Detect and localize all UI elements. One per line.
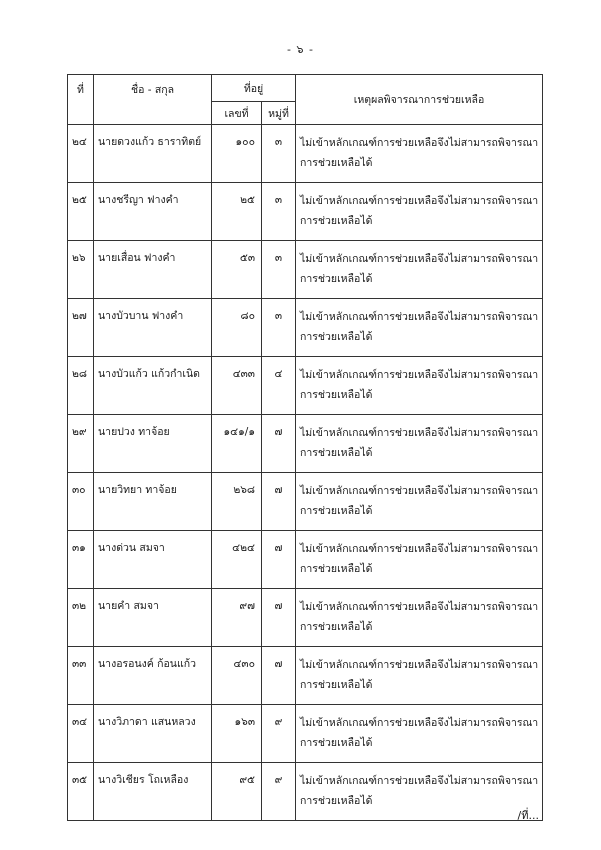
- table-row: [68, 415, 543, 473]
- row-moo: ๗: [262, 589, 296, 647]
- row-number: ๓๒: [68, 589, 94, 647]
- row-house-no: ๕๓: [212, 241, 262, 299]
- row-name: นางอรอนงค์ ก้อนแก้ว: [94, 647, 212, 705]
- header-no: ที่: [68, 75, 94, 125]
- row-number: ๓๑: [68, 531, 94, 589]
- row-reason: ไม่เข้าหลักเกณฑ์การช่วยเหลือจึงไม่สามารถพิจารณาการช่วยเหลือได้: [296, 299, 543, 357]
- header-name: ชื่อ - สกุล: [94, 75, 212, 125]
- row-moo: ๙: [262, 763, 296, 821]
- row-reason: ไม่เข้าหลักเกณฑ์การช่วยเหลือจึงไม่สามารถพิจารณาการช่วยเหลือได้: [296, 647, 543, 705]
- page-number: - ๖ -: [287, 43, 314, 56]
- table-header-row: [68, 75, 543, 102]
- row-moo: ๗: [262, 647, 296, 705]
- table-row: [68, 241, 543, 299]
- row-house-no: ๙๕: [212, 763, 262, 821]
- row-moo: ๙: [262, 705, 296, 763]
- row-number: ๒๔: [68, 125, 94, 183]
- table-row: [68, 299, 543, 357]
- table-row: [68, 763, 543, 821]
- table-row: [68, 183, 543, 241]
- row-name: นายเสื่อน ฟางคำ: [94, 241, 212, 299]
- table-row: [68, 589, 543, 647]
- row-reason: ไม่เข้าหลักเกณฑ์การช่วยเหลือจึงไม่สามารถพิจารณาการช่วยเหลือได้: [296, 763, 543, 821]
- row-number: ๒๘: [68, 357, 94, 415]
- row-number: ๒๙: [68, 415, 94, 473]
- row-name: นางบัวบาน ฟางคำ: [94, 299, 212, 357]
- row-house-no: ๑๐๐: [212, 125, 262, 183]
- row-name: นายปวง ทาจ้อย: [94, 415, 212, 473]
- row-number: ๒๖: [68, 241, 94, 299]
- row-reason: ไม่เข้าหลักเกณฑ์การช่วยเหลือจึงไม่สามารถพิจารณาการช่วยเหลือได้: [296, 357, 543, 415]
- row-house-no: ๑๔๑/๑: [212, 415, 262, 473]
- row-name: นางวิภาดา แสนหลวง: [94, 705, 212, 763]
- row-name: นางบัวแก้ว แก้วกำเนิด: [94, 357, 212, 415]
- row-moo: ๔: [262, 357, 296, 415]
- row-number: ๒๗: [68, 299, 94, 357]
- row-reason: ไม่เข้าหลักเกณฑ์การช่วยเหลือจึงไม่สามารถพิจารณาการช่วยเหลือได้: [296, 125, 543, 183]
- row-house-no: ๔๓๐: [212, 647, 262, 705]
- row-reason: ไม่เข้าหลักเกณฑ์การช่วยเหลือจึงไม่สามารถพิจารณาการช่วยเหลือได้: [296, 705, 543, 763]
- row-name: นายวิทยา ทาจ้อย: [94, 473, 212, 531]
- row-moo: ๓: [262, 299, 296, 357]
- table-row: [68, 473, 543, 531]
- row-house-no: ๙๗: [212, 589, 262, 647]
- row-reason: ไม่เข้าหลักเกณฑ์การช่วยเหลือจึงไม่สามารถพิจารณาการช่วยเหลือได้: [296, 531, 543, 589]
- row-house-no: ๒๖๘: [212, 473, 262, 531]
- row-reason: ไม่เข้าหลักเกณฑ์การช่วยเหลือจึงไม่สามารถพิจารณาการช่วยเหลือได้: [296, 183, 543, 241]
- table-row: [68, 125, 543, 183]
- row-number: ๓๔: [68, 705, 94, 763]
- row-name: นายคำ สมจา: [94, 589, 212, 647]
- header-reason: เหตุผลพิจารณาการช่วยเหลือ: [296, 75, 543, 125]
- header-house-no: เลขที่: [212, 102, 262, 125]
- row-number: ๓๕: [68, 763, 94, 821]
- continuation-marker: /ที่...: [517, 809, 539, 822]
- row-name: นายดวงแก้ว ธาราทิตย์: [94, 125, 212, 183]
- table-row: [68, 705, 543, 763]
- row-number: ๒๕: [68, 183, 94, 241]
- row-number: ๓๓: [68, 647, 94, 705]
- row-moo: ๓: [262, 241, 296, 299]
- header-moo: หมู่ที่: [262, 102, 296, 125]
- row-moo: ๗: [262, 531, 296, 589]
- row-reason: ไม่เข้าหลักเกณฑ์การช่วยเหลือจึงไม่สามารถพิจารณาการช่วยเหลือได้: [296, 473, 543, 531]
- row-moo: ๓: [262, 125, 296, 183]
- row-name: นางวิเชียร โถเหลือง: [94, 763, 212, 821]
- table-row: [68, 647, 543, 705]
- row-moo: ๗: [262, 415, 296, 473]
- row-name: นางชรีญา ฟางคำ: [94, 183, 212, 241]
- assistance-table: [67, 74, 543, 821]
- row-reason: ไม่เข้าหลักเกณฑ์การช่วยเหลือจึงไม่สามารถพิจารณาการช่วยเหลือได้: [296, 589, 543, 647]
- row-reason: ไม่เข้าหลักเกณฑ์การช่วยเหลือจึงไม่สามารถพิจารณาการช่วยเหลือได้: [296, 241, 543, 299]
- row-house-no: ๘๐: [212, 299, 262, 357]
- row-moo: ๗: [262, 473, 296, 531]
- row-house-no: ๒๕: [212, 183, 262, 241]
- row-house-no: ๔๒๔: [212, 531, 262, 589]
- row-number: ๓๐: [68, 473, 94, 531]
- row-house-no: ๔๓๓: [212, 357, 262, 415]
- header-address: ที่อยู่: [212, 75, 296, 102]
- row-reason: ไม่เข้าหลักเกณฑ์การช่วยเหลือจึงไม่สามารถพิจารณาการช่วยเหลือได้: [296, 415, 543, 473]
- row-moo: ๓: [262, 183, 296, 241]
- row-house-no: ๑๖๓: [212, 705, 262, 763]
- table-row: [68, 531, 543, 589]
- table-row: [68, 357, 543, 415]
- row-name: นางด่วน สมจา: [94, 531, 212, 589]
